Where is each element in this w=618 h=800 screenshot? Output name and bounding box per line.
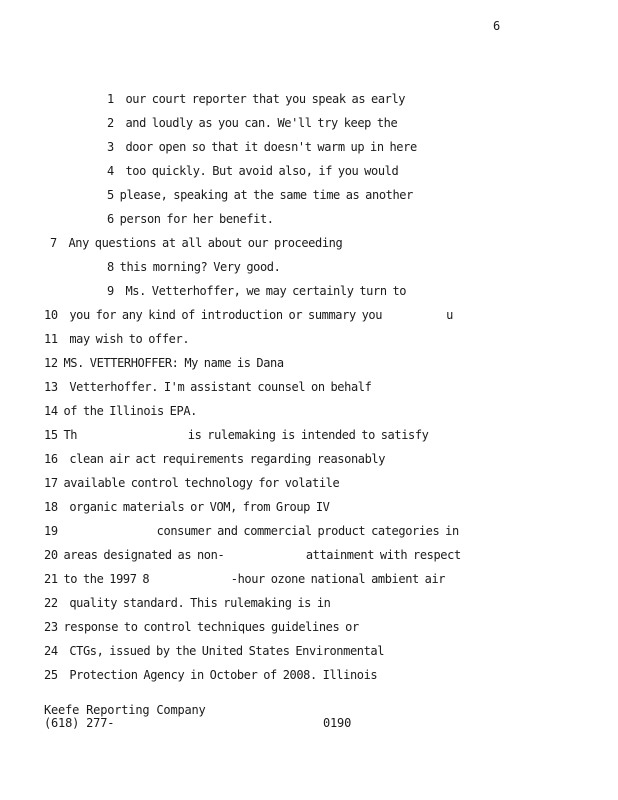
line-text: and loudly as you can. We'll try keep the [125,116,398,130]
line-text: MS. VETTERHOFFER: My name is Dana [63,356,284,370]
line-text: Any questions at all about our proceeding [68,236,343,250]
line-number: 21 [44,572,58,586]
page-number: 6 [493,19,501,33]
line-number: 10 [44,308,58,322]
transcript-line-24 [44,644,384,658]
line-number: 12 [44,356,58,370]
line-text: response to control techniques guidelines or [63,620,359,634]
line-text: consumer and commercial product categories in [63,524,459,538]
line-number: 14 [44,404,58,418]
line-text: our court reporter that you speak as early [125,92,406,106]
line-number: 3 [107,140,114,154]
phone-suffix: 0190 [323,716,352,730]
transcript-line-17 [44,476,339,490]
line-number: 1 [107,92,114,106]
line-text: you for any kind of introduction or summary you u [69,308,453,322]
line-number: 8 [107,260,114,274]
transcript-line-7 [50,236,342,250]
transcript-line-20 [44,548,461,562]
line-number: 24 [44,644,58,658]
line-text: Vetterhoffer. I'm assistant counsel on behalf [69,380,372,394]
transcript-line-16 [44,452,385,466]
transcript-line-21 [44,572,445,586]
line-text: this morning? Very good. [119,260,281,274]
transcript-line-6 [107,212,274,226]
transcript-line-2 [107,116,397,130]
line-text: available control technology for volatile [63,476,340,490]
reporting-company: Keefe Reporting Company [44,703,206,717]
line-text: of the Illinois EPA. [63,404,197,418]
transcript-line-5 [107,188,413,202]
line-number: 11 [44,332,58,346]
line-number: 18 [44,500,58,514]
line-text: areas designated as non- attainment with respect [63,548,461,562]
transcript-line-23 [44,620,359,634]
line-text: Th is rulemaking is intended to satisfy [63,428,429,442]
line-text: quality standard. This rulemaking is in [69,596,331,610]
line-text: may wish to offer. [69,332,190,346]
transcript-line-1 [107,92,405,106]
transcript-line-14 [44,404,197,418]
line-number: 2 [107,116,114,130]
transcript-line-11 [44,332,189,346]
line-number: 9 [107,284,114,298]
transcript-line-22 [44,596,330,610]
line-number: 7 [50,236,57,250]
transcript-line-10 [44,308,453,322]
phone-prefix: (618) 277- [44,716,115,730]
line-number: 6 [107,212,114,226]
line-number: 16 [44,452,58,466]
transcript-line-15 [44,428,429,442]
line-number: 4 [107,164,114,178]
transcript-line-25 [44,668,377,682]
line-text: to the 1997 8 -hour ozone national ambient air [63,572,446,586]
line-text: Ms. Vetterhoffer, we may certainly turn to [125,284,407,298]
line-text: organic materials or VOM, from Group IV [69,500,330,514]
line-number: 25 [44,668,58,682]
transcript-line-12 [44,356,284,370]
line-number: 17 [44,476,58,490]
line-text: person for her benefit. [119,212,274,226]
transcript-line-9 [107,284,406,298]
line-text: clean air act requirements regarding reasonably [69,452,386,466]
transcript-line-19 [44,524,459,538]
transcript-line-3 [107,140,417,154]
transcript-line-4 [107,164,398,178]
transcript-line-13 [44,380,371,394]
line-number: 20 [44,548,58,562]
line-number: 19 [44,524,58,538]
line-number: 15 [44,428,58,442]
transcript-line-8 [107,260,280,274]
transcript-line-18 [44,500,329,514]
line-text: door open so that it doesn't warm up in here [125,140,417,154]
line-text: please, speaking at the same time as another [119,188,413,202]
line-number: 22 [44,596,58,610]
line-number: 13 [44,380,58,394]
line-text: CTGs, issued by the United States Environmental [69,644,385,658]
line-number: 23 [44,620,58,634]
line-text: too quickly. But avoid also, if you would [125,164,399,178]
line-number: 5 [107,188,114,202]
line-text: Protection Agency in October of 2008. Illinois [69,668,378,682]
